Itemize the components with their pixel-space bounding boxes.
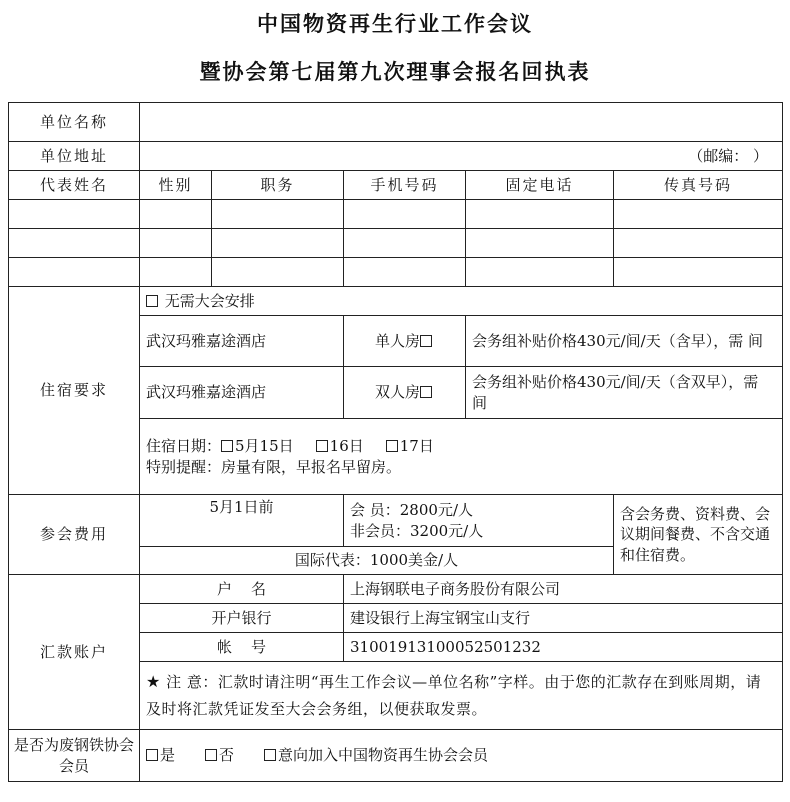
member-fee: 会 员：2800元/人 [350,501,473,520]
fees-deadline: 5月1日前 [140,495,344,547]
no-need-row [140,287,783,316]
rep-cell[interactable] [466,229,614,258]
rep-cell[interactable] [614,229,783,258]
lodging-dates-line [146,436,776,456]
star-icon: ★ [146,672,161,692]
date-option-2: 16日 [329,437,364,456]
unit-address-field[interactable] [140,142,783,171]
date-checkbox-3[interactable] [386,440,398,452]
holder-label [140,575,344,604]
international-fee: 国际代表：1000美金/人 [140,547,614,575]
membership-label: 是否为废钢铁协会会员 [9,730,140,782]
membership-options [140,730,783,782]
number-label [140,633,344,662]
bank-label: 开户银行 [140,604,344,633]
fees-label: 参会费用 [9,495,140,575]
lodging-reminder: 特别提醒：房量有限，早报名早留房。 [146,457,402,476]
room-price-1: 会务组补贴价格430元/间/天（含早），需 间 [466,316,783,367]
rep-cell[interactable] [466,200,614,229]
account-label: 汇款账户 [9,575,140,730]
number-label-text: 帐 号 [216,637,267,656]
payment-notice-text: 注 意：汇款时请注明“再生工作会议—单位名称”字样。由于您的汇款存在到账周期，请及时将汇款凭证发至大会会务组，以便获取发票。 [146,673,762,719]
fees-rates [344,495,614,547]
rep-cell[interactable] [212,200,344,229]
header-phone: 固定电话 [466,171,614,200]
member-yes-checkbox[interactable] [146,749,158,761]
rep-cell[interactable] [9,258,140,287]
rep-cell[interactable] [344,258,466,287]
rep-cell[interactable] [344,200,466,229]
member-intent-text: 意向加入中国物资再生协会会员 [278,746,489,765]
member-no-checkbox[interactable] [205,749,217,761]
rep-cell[interactable] [140,229,212,258]
header-fax: 传真号码 [614,171,783,200]
rep-cell[interactable] [344,229,466,258]
rep-cell[interactable] [140,258,212,287]
date-option-3: 17日 [399,437,434,456]
rep-row [9,258,783,287]
title-line-1: 中国物资再生行业工作会议 [257,11,533,36]
unit-name-label: 单位名称 [9,103,140,142]
postcode-text: （邮编： ） [688,146,769,165]
rep-cell[interactable] [9,200,140,229]
rep-row [9,229,783,258]
single-room-checkbox[interactable] [420,335,432,347]
rep-cell[interactable] [140,200,212,229]
rep-row [9,200,783,229]
registration-form-table [8,102,783,782]
date-checkbox-1[interactable] [221,440,233,452]
header-position: 职务 [212,171,344,200]
header-gender: 性别 [140,171,212,200]
holder-label-text: 户 名 [216,579,267,598]
number-value: 31001913100052501232 [344,633,783,662]
rep-cell[interactable] [212,258,344,287]
double-room-checkbox[interactable] [420,386,432,398]
room-type-2-text: 双人房 [374,383,420,402]
header-rep-name: 代表姓名 [9,171,140,200]
dates-label: 住宿日期： [146,437,222,456]
rep-cell[interactable] [9,229,140,258]
hotel-name-2: 武汉玛雅嘉途酒店 [140,367,344,419]
rep-cell[interactable] [466,258,614,287]
payment-notice [140,662,783,730]
lodging-label: 住宿要求 [9,287,140,495]
lodging-dates-cell [140,419,783,495]
unit-name-field[interactable] [140,103,783,142]
holder-value: 上海钢联电子商务股份有限公司 [344,575,783,604]
bank-value: 建设银行上海宝钢宝山支行 [344,604,783,633]
room-price-2: 会务组补贴价格430元/间/天（含双早），需 间 [466,367,783,419]
rep-cell[interactable] [212,229,344,258]
member-intent-checkbox[interactable] [264,749,276,761]
rep-cell[interactable] [614,258,783,287]
unit-address-label: 单位地址 [9,142,140,171]
non-member-fee: 非会员：3200元/人 [350,521,484,540]
no-need-checkbox[interactable] [146,295,158,307]
rep-cell[interactable] [614,200,783,229]
room-type-1-text: 单人房 [374,331,420,350]
title-line-2: 暨协会第七届第九次理事会报名回执表 [199,59,591,84]
header-mobile: 手机号码 [344,171,466,200]
room-type-2 [344,367,466,419]
hotel-name-1: 武汉玛雅嘉途酒店 [140,316,344,367]
member-yes-text: 是 [160,746,176,765]
member-no-text: 否 [219,746,235,765]
no-need-text: 无需大会安排 [164,291,255,310]
room-type-1 [344,316,466,367]
fees-note: 含会务费、资料费、会议期间餐费、不含交通和住宿费。 [614,495,783,575]
date-checkbox-2[interactable] [316,440,328,452]
date-option-1: 5月15日 [235,437,294,456]
